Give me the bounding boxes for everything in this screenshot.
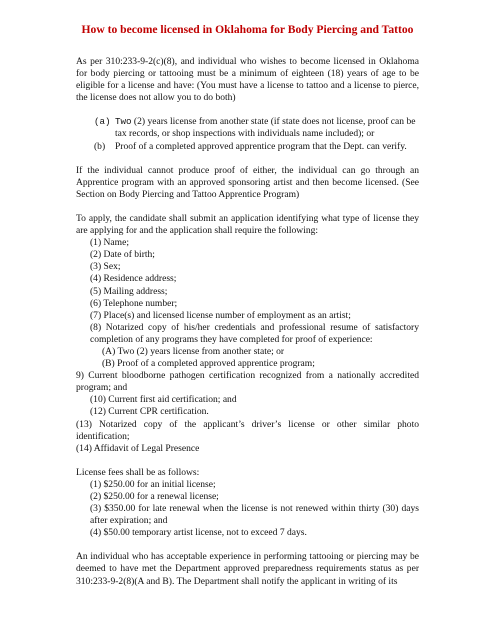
requirement-7: (7) Place(s) and licensed license number of employment as an artist;	[90, 309, 351, 321]
eligibility-label-b: (b)	[94, 140, 106, 152]
eligibility-item-a	[94, 116, 419, 140]
fees-section	[76, 467, 419, 540]
requirement-2: (2) Date of birth;	[90, 249, 155, 261]
requirement-6: (6) Telephone number;	[90, 297, 178, 309]
requirement-12: (12) Current CPR certification.	[90, 406, 209, 418]
requirement-8b: (B) Proof of a completed approved apprentice program;	[102, 358, 315, 370]
apprentice-paragraph: If the individual cannot produce proof of either, the individual can go through an Apprentice program with an approved sponsoring artist and then become licensed. (See Section on Body Piercing and Tattoo Apprentice Program)	[76, 164, 419, 200]
document-body	[76, 56, 419, 600]
eligibility-text-b: Proof of a completed approved apprentice program that the Dept. can verify.	[115, 140, 407, 152]
fee-4: (4) $50.00 temporary artist license, not to exceed 7 days.	[90, 527, 307, 539]
requirement-1: (1) Name;	[90, 237, 129, 249]
requirement-8a: (A) Two (2) years license from another state; or	[102, 345, 285, 357]
apply-intro: To apply, the candidate shall submit an application identifying what type of license they are applying for and the application shall require the following:	[76, 212, 419, 237]
requirement-10: (10) Current first aid certification; and	[90, 394, 237, 406]
eligibility-item-b	[94, 141, 419, 153]
document-title: How to become licensed in Oklahoma for Body Piercing and Tattoo	[81, 23, 414, 36]
requirement-9: 9) Current bloodborne pathogen certification recognized from a nationally accredited program; and	[76, 370, 419, 394]
requirement-8: (8) Notarized copy of his/her credentials and professional resume of satisfactory completion of any programs they have completed for proof of experience:	[90, 321, 419, 345]
requirement-4: (4) Residence address;	[90, 273, 177, 285]
eligibility-list	[94, 116, 419, 152]
requirement-5: (5) Mailing address;	[90, 285, 168, 297]
eligibility-label-a: (a)	[94, 116, 111, 128]
fee-2: (2) $250.00 for a renewal license;	[90, 491, 219, 502]
intro-paragraph: As per 310:233-9-2(c)(8), and individual who wishes to become licensed in Oklahoma for body piercing or tattooing must be a minimum of eighteen (18) years of age to be eligible for a license and have: (You must have a license to tattoo and a license to pierce, the license does not allow you to do both)	[76, 56, 419, 104]
requirement-3: (3) Sex;	[90, 261, 121, 273]
fee-3: (3) $350.00 for late renewal when the license is not renewed within thirty (30) days after expiration; and	[90, 503, 419, 527]
requirements-section	[76, 213, 419, 455]
eligibility-prefix-a: Two	[115, 116, 132, 128]
experience-paragraph: An individual who has acceptable experience in performing tattooing or piercing may be deemed to have met the Department approved preparedness requirements status as per 310:233-9-2(8)(A and B). The Department shall notify the applicant in writing of its	[76, 551, 419, 587]
requirement-14: (14) Affidavit of Legal Presence	[76, 442, 200, 454]
fee-1: (1) $250.00 for an initial license;	[90, 478, 216, 490]
fees-intro: License fees shall be as follows:	[76, 466, 200, 478]
eligibility-text-a: (2) years license from another state (if state does not license, proof can be tax records, or shop inspections with individuals name included); or	[115, 116, 416, 140]
requirement-13: (13) Notarized copy of the applicant’s driver’s license or other similar photo identification;	[76, 418, 419, 442]
